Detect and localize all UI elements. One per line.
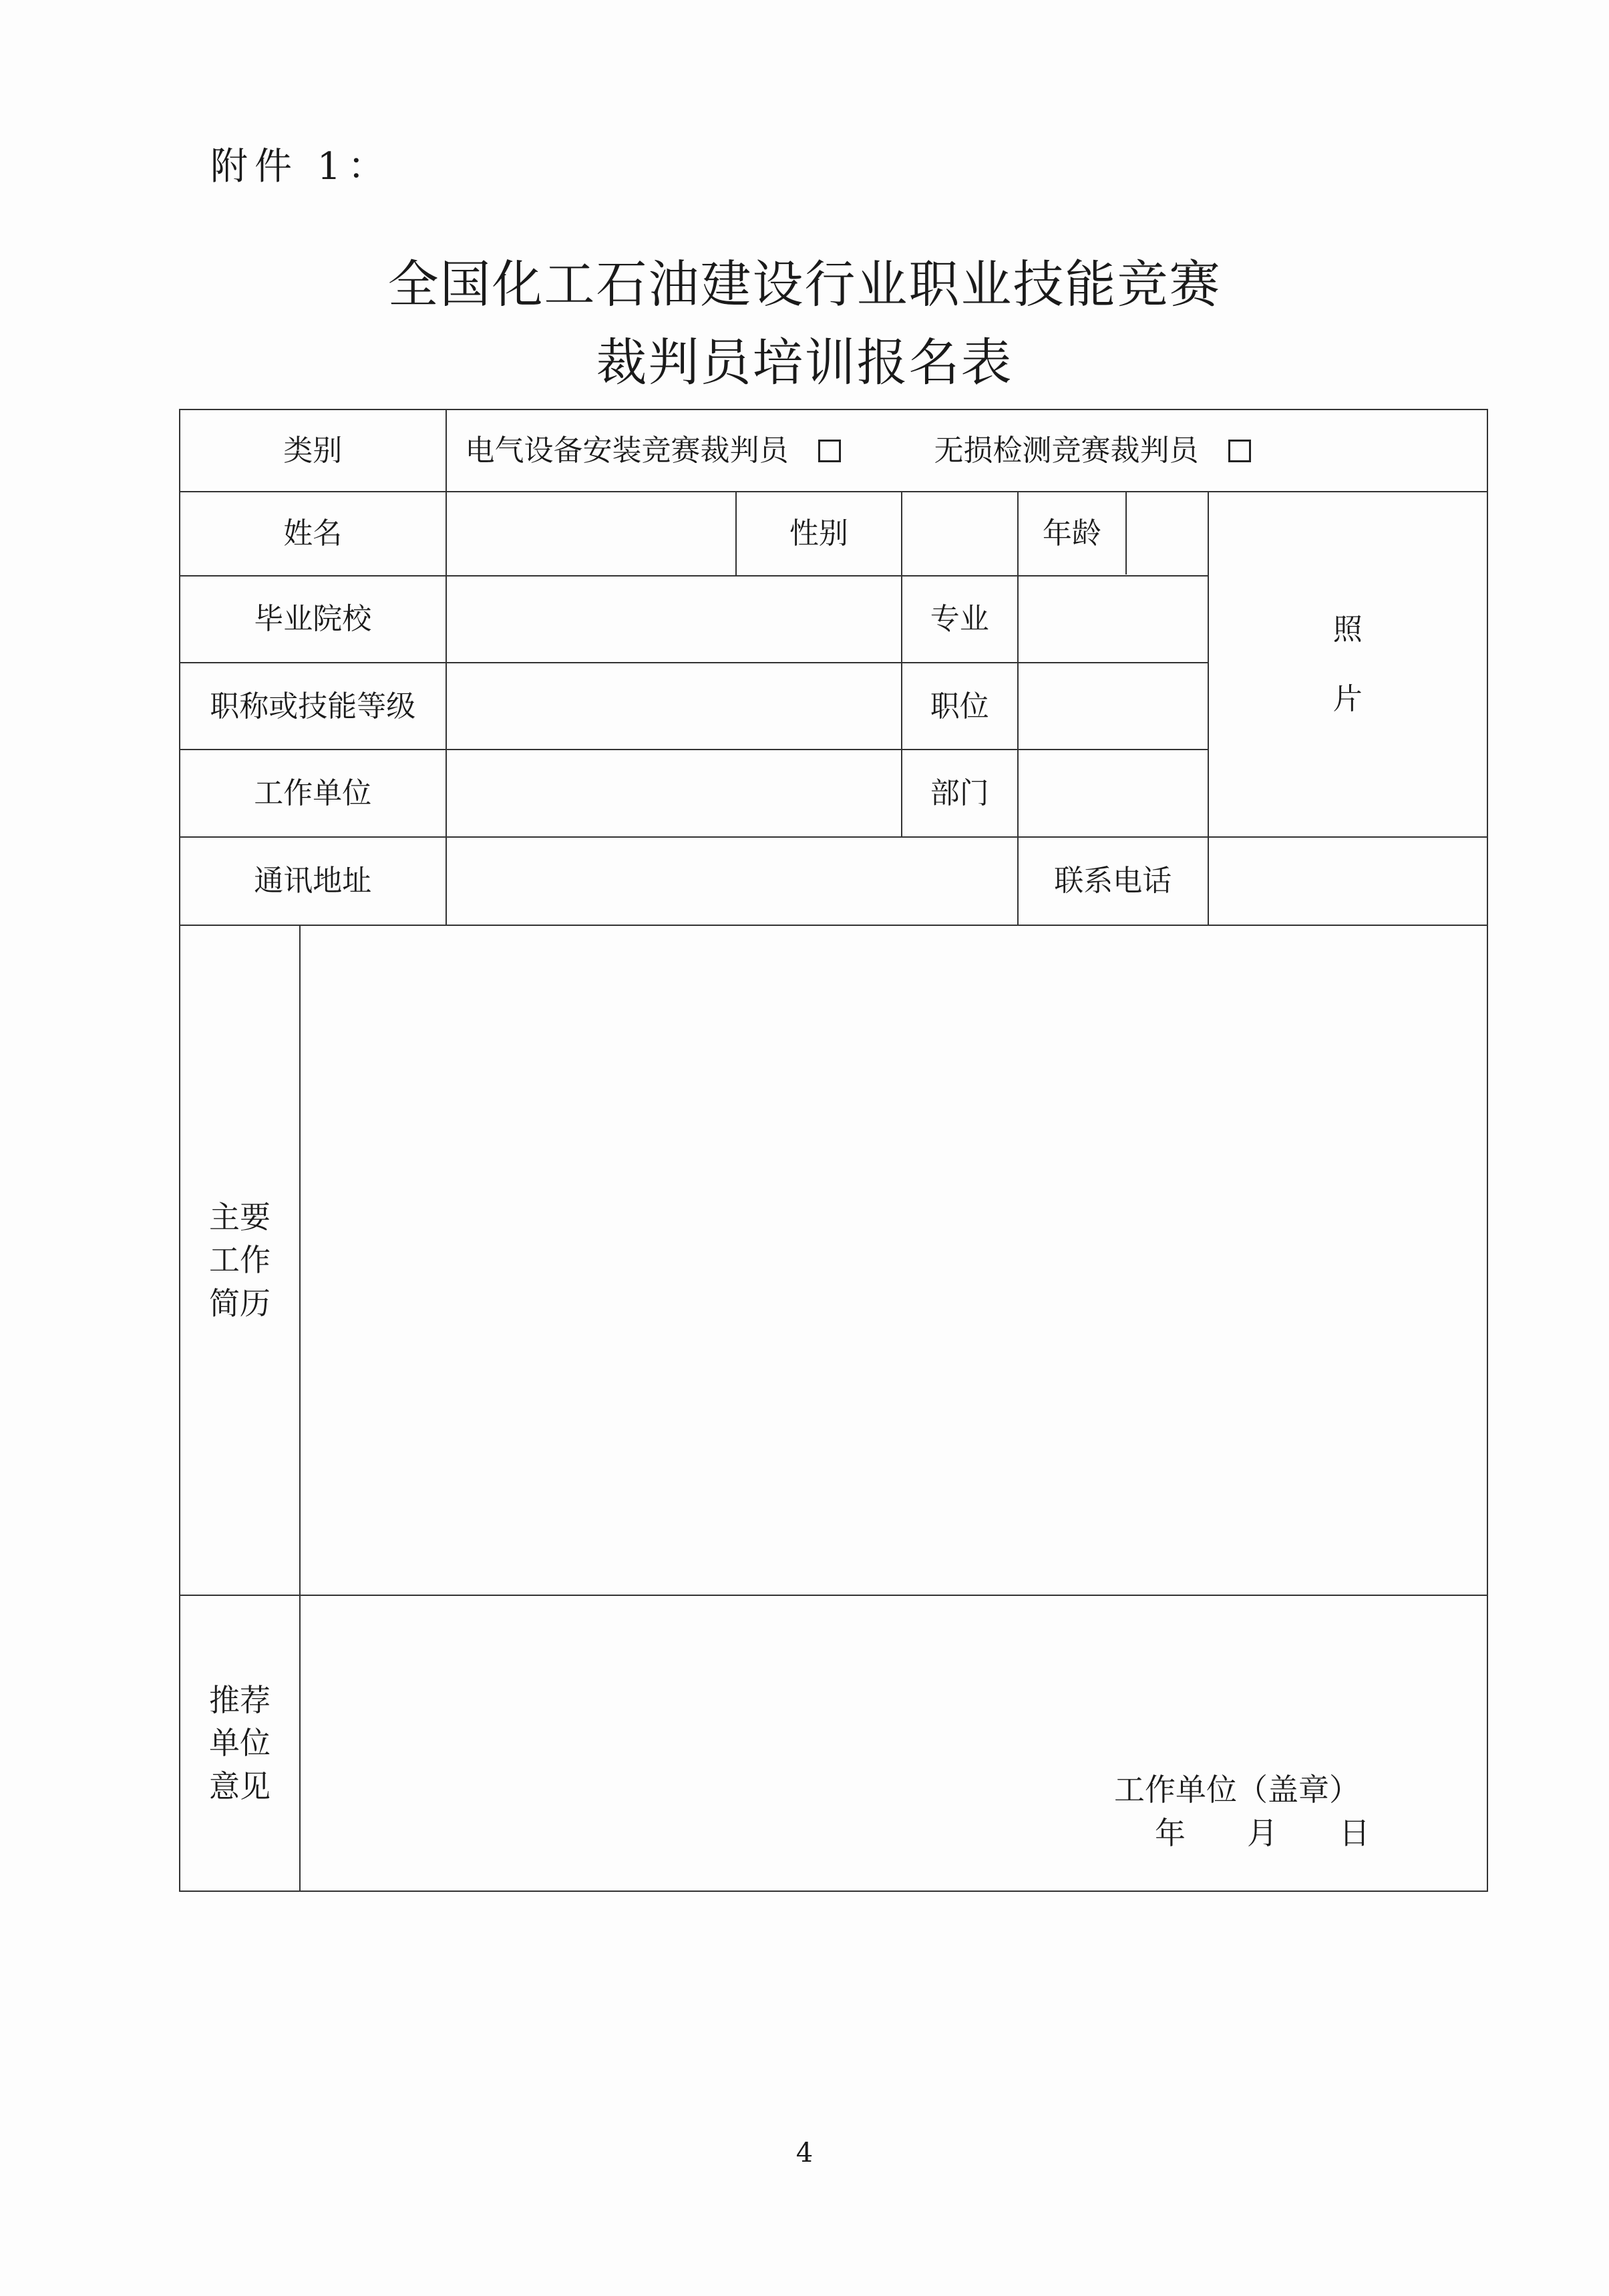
department-field[interactable] — [1018, 750, 1208, 836]
page-number: 4 — [795, 2138, 814, 2168]
work-history-label-3: 简历 — [209, 1285, 271, 1321]
work-history-label-2: 工作 — [209, 1242, 271, 1279]
name-field[interactable] — [446, 492, 737, 575]
phone-label: 联系电话 — [1018, 837, 1208, 925]
recommendation-label-3: 意见 — [209, 1768, 271, 1804]
photo-label-2: 片 — [1332, 681, 1363, 716]
employer-field[interactable] — [446, 750, 902, 836]
name-label: 姓名 — [180, 492, 446, 575]
work-history-label — [180, 925, 300, 1595]
age-label: 年龄 — [1019, 492, 1127, 575]
department-label: 部门 — [902, 750, 1018, 836]
position-label: 职位 — [902, 663, 1018, 750]
photo-label-1: 照 — [1332, 613, 1363, 647]
school-field[interactable] — [446, 576, 902, 663]
registration-form-table — [179, 409, 1488, 1892]
title-label: 职称或技能等级 — [180, 663, 446, 750]
work-history-label-1: 主要 — [209, 1198, 271, 1235]
school-label: 毕业院校 — [180, 576, 446, 663]
address-label: 通讯地址 — [180, 837, 446, 925]
gender-label: 性别 — [736, 492, 902, 575]
attachment-label: 附件 1： — [210, 145, 392, 188]
form-title-line-1: 全国化工石油建设行业职业技能竞赛 — [387, 255, 1222, 314]
recommendation-label-2: 单位 — [209, 1725, 271, 1762]
recommendation-field[interactable] — [300, 1595, 1487, 1891]
category-checkbox-electrical[interactable] — [818, 440, 841, 462]
photo-box[interactable] — [1208, 492, 1487, 836]
age-field[interactable] — [1127, 492, 1208, 575]
title-field[interactable] — [446, 663, 902, 750]
gender-field[interactable] — [902, 492, 1018, 575]
major-label: 专业 — [902, 576, 1018, 663]
category-checkbox-ndt[interactable] — [1228, 440, 1251, 462]
signature-unit-stamp: 工作单位（盖章） — [1114, 1771, 1360, 1808]
category-label: 类别 — [180, 409, 446, 492]
category-option-electrical: 电气设备安装竞赛裁判员 — [465, 434, 789, 468]
age-cell — [1018, 492, 1208, 575]
recommendation-label — [180, 1595, 300, 1891]
address-field[interactable] — [446, 837, 1018, 925]
work-history-field[interactable] — [300, 925, 1487, 1595]
phone-field[interactable] — [1208, 837, 1487, 925]
employer-label: 工作单位 — [180, 750, 446, 836]
major-field[interactable] — [1018, 576, 1208, 663]
signature-date: 年 月 日 — [1155, 1814, 1370, 1851]
category-option-ndt: 无损检测竞赛裁判员 — [934, 434, 1199, 468]
category-options — [446, 409, 1487, 492]
form-title-line-2: 裁判员培训报名表 — [596, 333, 1013, 392]
position-field[interactable] — [1018, 663, 1208, 750]
recommendation-label-1: 推荐 — [209, 1681, 271, 1718]
